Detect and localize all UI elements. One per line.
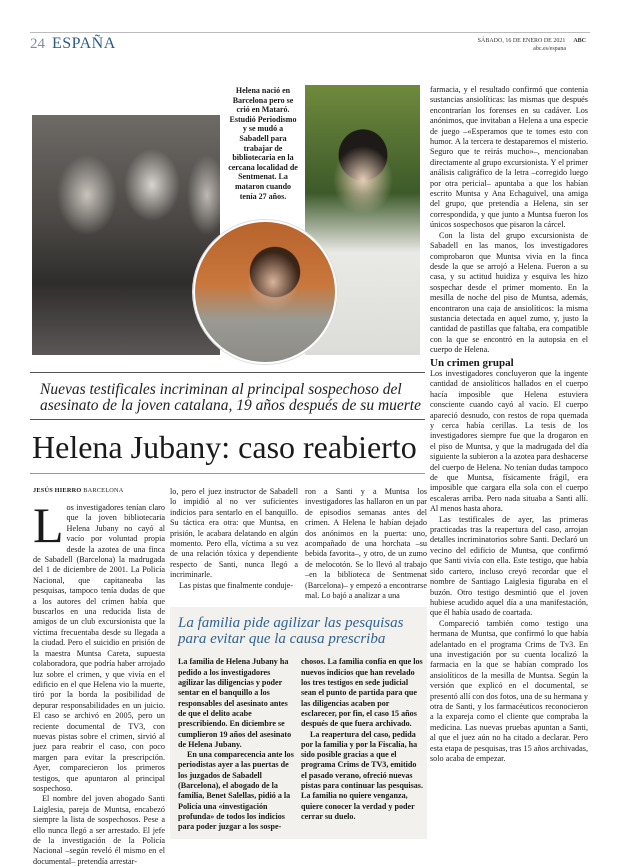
paragraph: farmacia, y el resultado confirmó que contenía sustancias ansiolíticas: las mismas que después encontrarían los forenses en su cadáver. Los anónimos, que invitaban a Helena a una especie de juego –«Esperamos que te tomes esto con humor. A la tercera te destaparemos el misterio. Seguro que te reirás mucho»–, mencionaban directamente al grupo excursionista. Y el primer análisis caligráfico de la letra –corregido luego por otra pericial– apuntaba a que los habían escrito Muntsa y Ana Echaguivel, una amiga del grupo, que pretendía a Helena, sin ser correspondida, y que junto a Muntsa fueron los únicos sospechosos que pisaron la cárcel. — [430, 85, 588, 230]
byline-place: BARCELONA — [83, 487, 124, 494]
paragraph: La familia de Helena Jubany ha pedido a los investigadores agilizar las diligencias y poder sentar en el banquillo a los responsables del asesinato antes de que el delito acabe prescribiendo. En diciembre se cumplieron 19 años del asesinato de Helena Jubany. — [178, 657, 292, 749]
divider — [30, 419, 425, 420]
section-title: ESPAÑA — [52, 35, 116, 52]
paragraph: Los investigadores concluyeron que la ingente cantidad de ansiolíticos hallados en el cuerpo hacía imposible que Helena estuviera consciente cuando cayó al vacío. El cuerpo apareció desnudo, con restos de ropa quemada y cerca había cerillas. La tesis de los investigadores siempre fue que la drogaron en el piso de Muntsa, y que la madrugada del día siguiente la subieron a la azotea para deshacerse del cuerpo de Helena. No tenían dudas tampoco de que Muntsa, físicamente frágil, era imposible que cargara ella sola con el cuerpo escaleras arriba. Pero nada situaba a Santi allí. Al menos hasta ahora. — [430, 368, 588, 514]
paragraph: chosos. La familia confía en que los nuevos indicios que han revelado los tres testigos en sede judicial sean el punto de partida para que las diligencias acaben por esclarecer, por fin, el caso 15 años después de que fuera archivado. — [301, 657, 423, 729]
sidebar-title: La familia pide agilizar las pesquisas para evitar que la causa prescriba — [178, 615, 404, 648]
author: JESÚS HIERRO — [33, 487, 82, 494]
sidebar-box — [170, 607, 427, 838]
brand: ABC — [573, 38, 586, 44]
photo-group — [32, 115, 220, 355]
deck: Nuevas testificales incriminan al principal sospechoso del asesinato de la joven catalana, 19 años después de su muerte — [40, 381, 421, 414]
body-column-4 — [430, 85, 588, 764]
headline: Helena Jubany: caso reabierto — [32, 429, 417, 465]
sidebar-columns — [178, 657, 423, 832]
date-text: SÁBADO, 16 DE ENERO DE 2021 — [477, 38, 566, 44]
paragraph: ron a Santi y a Muntsa los investigadores las hallaron en un par de episodios semanas antes del crimen. A Helena le habían dejado dos anónimos en la puerta: uno, acompañado de una horchata –su bebida favorita–, y otro, de un zumo de melocotón. Se lo llevó al trabajo –en la biblioteca de Sentmenat (Barcelona)– y empezó a encontrarse mal. Lo bajó a analizar a una — [305, 487, 427, 601]
middle-columns — [170, 487, 427, 601]
paragraph: En una comparecencia ante los periodistas ayer a las puertas de los juzgados de Sabadell (Barcelona), el abogado de la familia, Benet Salellas, pidió a la Policía una «investigación profunda» de todos los indicios para poder juzgar a los sospe- — [178, 750, 294, 832]
photo-circle-inset — [193, 220, 337, 364]
paragraph: Las testificales de ayer, las primeras practicadas tras la reapertura del caso, arrojan detalles incriminatorios sobre Santi. Declaró un vecino del edificio de Muntsa, que confirmó que Santi vivía con ella. Este testigo, que había sido cartero, incluso creyó recordar que el nombre de Santiago Laiglesia figuraba en el buzón. Otro testigo desmintió que el joven hubiese acudido aquel día a una manifestación, que él había usado de coartada. — [430, 514, 588, 618]
sidebar-column-1 — [178, 657, 296, 832]
byline — [33, 487, 124, 494]
paragraph: Compareció también como testigo una hermana de Muntsa, que confirmó lo que había adelantado en el programa Crims de Tv3. En una investigación por su cuenta localizó la farmacia en la que se habían comprado los ansiolíticos de la mesilla de Muntsa. Según la versión que explicó en el documental, se presentó allí con dos fotos, una de su hermana y otra de Santi, y los farmacéuticos reconocieron a la expareja como el cliente que compraba la medicina. Las nuevas pruebas apuntan a Santi, al que el juez aún no ha citado a declarar. Pero esta etapa de pesquisas, tras 15 años archivadas, solo acaba de empezar. — [430, 618, 588, 763]
body-column-3 — [305, 487, 427, 601]
subheading: Un crimen grupal — [430, 356, 514, 369]
paragraph: Con la lista del grupo excursionista de Sabadell en las manos, los investigadores comprobaron que Muntsa vivía en la finca desde la que se arrojó a Helena. Fueron a su casa, y su actitud huidiza y esquiva les hizo sospechar desde el primer momento. En la mesilla de noche del piso de Muntsa, además, encontraron una caja de ansiolíticos: la misma sustancia detectada en aquel zumo, y, justo la cantidad de pastillas que faltaba, era compatible con la que se encontró en la autopsia en el cuerpo de Helena. — [430, 230, 588, 355]
paragraph: La reapertura del caso, pedida por la familia y por la Fiscalía, ha sido posible gracias a que el programa Crims de TV3, emitido el pasado verano, ofreció nuevas pistas para continuar las pesquisas. La familia no quiere venganza, quiere conocer la verdad y poder cerrar su duelo. — [301, 729, 423, 821]
header-date — [478, 37, 586, 53]
paragraph: El nombre del joven abogado Santi Laiglesia, pareja de Muntsa, encabezó siempre la lista de sospechosos. Pese a ello nunca llegó a ser arrestado. El jefe de la investigación de la Policía Nacional –según reveló él mismo en el documental– pretendía arrestar- — [33, 794, 165, 866]
paragraph: Las pistas que finalmente conduje- — [179, 580, 294, 590]
body-column-2 — [170, 487, 298, 591]
divider — [30, 372, 425, 373]
middle-block — [170, 487, 427, 839]
header-rule — [30, 32, 590, 33]
drop-cap: L — [33, 497, 64, 553]
sidebar-column-2 — [301, 657, 423, 822]
paragraph: lo, pero el juez instructor de Sabadell lo impidió al no ver suficientes indicios para sentarlo en el banquillo. Su táctica era otra: que Muntsa, en prisión, le acabara delatando en algún momento. Pero ella, víctima a su vez de una relación tóxica y dependiente respecto de Santi, nunca llegó a incriminarle. — [170, 487, 298, 580]
body-column-1 — [33, 497, 165, 867]
divider — [30, 473, 425, 474]
paragraph: Los investigadores tenían claro que la joven bibliotecaria Helena Jubany no cayó al vacío por voluntad propia desde la azotea de una finca de Sabadell (Barcelona) la madrugada del 1 de diciembre de 2001. La Policía Nacional, que capitaneaba las pesquisas, tampoco tenía dudas de que a los autores del crimen había que buscarlos en una reducida lista de amigos de un club excursionista que la víctima frecuentaba desde su llegada a la ciudad. Pero el suicidio en prisión de la maestra Muntsa Careta, supuesta colaboradora, que podría haber arrojado luz sobre el crimen, y que vivía en el edificio en el que Helena vio la muerte, tiró por la borda la posibilidad de depurar responsabilidades en un juicio. El caso se archivó en 2005, pero un reciente documental de TV3, con nuevas pistas sobre el crimen, sirvió al juez para reabrir el caso, con poco margen para evitar la prescripción. Ayer, comparecieron los primeros testigos, que apuntaron al principal sospechoso. — [33, 497, 165, 793]
photo-caption: Helena nació en Barcelona pero se crió en Mataró. Estudió Periodismo y se mudó a Sabadell para trabajar de bibliotecaria en la cercana localidad de Sentmenat. La mataron cuando tenía 27 años. — [228, 86, 298, 201]
section-url[interactable]: abc.es/espana — [533, 46, 566, 52]
page-number: 24 — [30, 36, 45, 52]
